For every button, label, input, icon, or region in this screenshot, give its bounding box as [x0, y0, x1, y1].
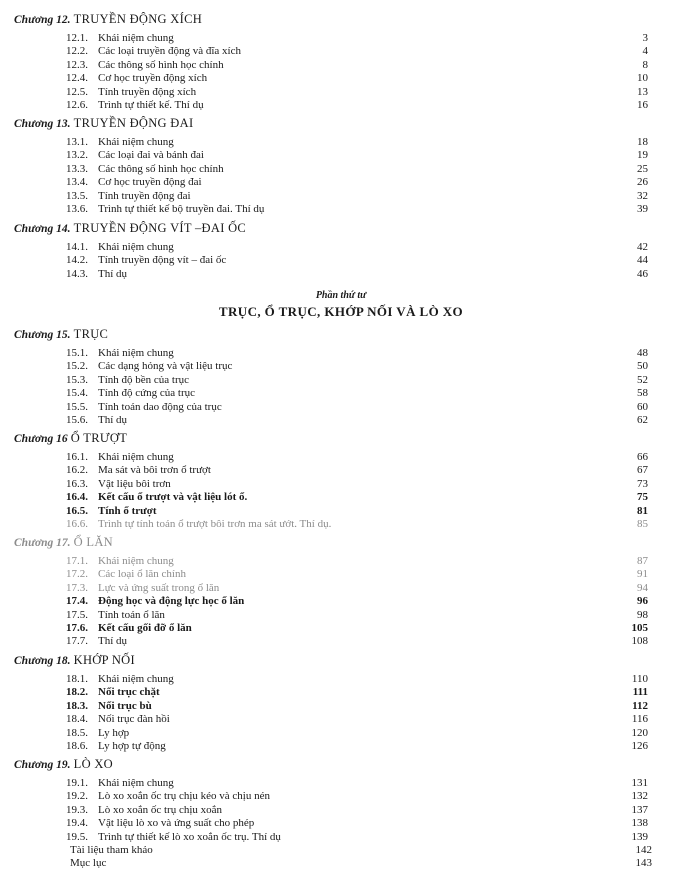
section-title: Khái niệm chung — [98, 451, 174, 463]
section-number: 16.1. — [66, 451, 88, 463]
section-number: 19.4. — [66, 817, 88, 830]
page-number: 94 — [637, 581, 648, 594]
section-title: Tính toán dao động của trục — [98, 400, 222, 413]
page-number: 3 — [642, 32, 648, 44]
chapter-number: Chương 15. — [14, 329, 71, 341]
toc-entry — [66, 804, 648, 817]
toc-entry — [66, 45, 648, 58]
toc-entry — [66, 176, 648, 189]
toc-entry — [66, 149, 648, 162]
toc-entry — [66, 72, 648, 85]
page-number: 91 — [637, 568, 648, 581]
toc-entry — [66, 136, 648, 149]
section-title: Tính truyền động đai — [98, 189, 191, 202]
section-title: Trình tự thiết kế bộ truyền đai. Thí dụ — [98, 203, 265, 215]
page-number: 62 — [637, 414, 648, 426]
toc-entry — [66, 700, 648, 713]
section-title: Tính truyền động vít – đai ốc — [98, 254, 227, 267]
part-label: Phần thứ tư — [315, 290, 367, 301]
section-number: 13.3. — [66, 162, 88, 175]
section-title: Thí dụ — [98, 414, 128, 426]
section-number: 18.3. — [66, 699, 88, 712]
toc-entry — [66, 59, 648, 72]
section-number: 12.4. — [66, 72, 88, 85]
chapter-heading — [14, 116, 193, 131]
page-number: 10 — [637, 72, 648, 85]
section-number: 18.1. — [66, 673, 88, 685]
back-matter-title: Mục lục — [70, 857, 107, 870]
page-number: 58 — [637, 387, 648, 400]
section-title: Nối trục chặt — [98, 686, 160, 699]
section-number: 17.3. — [66, 581, 88, 594]
section-title: Ly hợp tự động — [98, 740, 166, 752]
section-title: Vật liệu bôi trơn — [98, 477, 171, 490]
section-number: 13.1. — [66, 136, 88, 148]
toc-entry — [66, 163, 648, 176]
page-number: 13 — [637, 85, 648, 98]
section-number: 19.5. — [66, 830, 88, 843]
toc-entry — [66, 241, 648, 254]
section-number: 18.5. — [66, 726, 88, 739]
section-title: Kết cấu gối đỡ ổ lăn — [98, 622, 192, 634]
section-number: 16.2. — [66, 464, 88, 477]
page-number: 32 — [637, 189, 648, 202]
toc-entry — [66, 464, 648, 477]
toc-entry — [66, 777, 648, 790]
section-title: Kết cấu ổ trượt và vật liệu lót ổ. — [98, 491, 248, 504]
chapter-number: Chương 19. — [14, 759, 71, 771]
section-title: Khái niệm chung — [98, 555, 174, 567]
section-title: Khái niệm chung — [98, 136, 174, 148]
page-number: 110 — [631, 673, 648, 685]
section-number: 13.5. — [66, 189, 88, 202]
section-title: Nối trục đàn hồi — [98, 713, 170, 726]
toc-entry — [66, 86, 648, 99]
chapter-title: Ổ LĂN — [73, 535, 113, 549]
section-number: 19.3. — [66, 803, 88, 816]
chapter-heading — [14, 535, 113, 550]
chapter-heading — [14, 12, 202, 27]
page-number: 50 — [637, 360, 648, 373]
section-title: Thí dụ — [98, 635, 128, 648]
section-title: Các loại ổ lăn chính — [98, 568, 186, 581]
page-number: 60 — [637, 400, 648, 413]
toc-entry — [66, 582, 648, 595]
section-number: 15.5. — [66, 400, 88, 413]
section-title: Tính ổ trượt — [98, 504, 157, 517]
page-number: 137 — [631, 803, 648, 816]
section-number: 16.4. — [66, 491, 88, 504]
section-title: Động học và động lực học ổ lăn — [98, 595, 245, 608]
page-number: 81 — [637, 504, 648, 517]
section-number: 17.1. — [66, 555, 88, 567]
chapter-heading — [14, 221, 246, 236]
toc-entry — [66, 635, 648, 648]
chapter-title: TRỤC — [73, 327, 109, 341]
back-matter-entry — [70, 857, 652, 870]
section-title: Khái niệm chung — [98, 673, 174, 685]
section-number: 13.6. — [66, 203, 88, 215]
toc-entry — [66, 190, 648, 203]
section-number: 15.1. — [66, 347, 88, 359]
section-number: 15.6. — [66, 414, 88, 426]
section-number: 12.6. — [66, 99, 88, 111]
toc-entry — [66, 518, 648, 531]
page-number: 105 — [631, 622, 648, 634]
section-title: Các loại truyền động và đĩa xích — [98, 45, 241, 58]
section-number: 17.5. — [66, 608, 88, 621]
page-number: 19 — [637, 149, 648, 162]
toc-entry — [66, 491, 648, 504]
section-title: Lò xo xoắn ốc trụ chịu kéo và chịu nén — [98, 790, 270, 803]
page-number: 111 — [632, 686, 648, 699]
page-number: 66 — [637, 451, 648, 463]
toc-entry — [66, 478, 648, 491]
page-number: 48 — [637, 347, 648, 359]
back-matter-entry — [70, 844, 652, 857]
section-number: 15.4. — [66, 387, 88, 400]
section-number: 17.6. — [66, 622, 88, 634]
toc-entry — [66, 686, 648, 699]
section-title: Các thông số hình học chính — [98, 162, 224, 175]
section-title: Vật liệu lò xo và ứng suất cho phép — [98, 817, 255, 830]
section-number: 16.6. — [66, 518, 88, 530]
page-number: 143 — [635, 857, 652, 870]
chapter-title: Ổ TRƯỢT — [70, 431, 128, 445]
chapter-heading — [14, 431, 127, 446]
section-title: Khái niệm chung — [98, 241, 174, 253]
chapter-title: LÒ XO — [73, 757, 113, 771]
page-number: 131 — [631, 777, 648, 789]
section-title: Các loại đai và bánh đai — [98, 149, 204, 162]
chapter-title: TRUYỀN ĐỘNG VÍT –ĐAI ỐC — [73, 221, 247, 235]
chapter-title: TRUYỀN ĐỘNG ĐAI — [73, 116, 194, 130]
chapter-number: Chương 17. — [14, 537, 71, 549]
toc-entry — [66, 254, 648, 267]
section-number: 13.4. — [66, 176, 88, 189]
section-number: 12.5. — [66, 85, 88, 98]
page-number: 85 — [637, 518, 648, 530]
section-title: Cơ học truyền động xích — [98, 72, 208, 85]
page-number: 96 — [637, 595, 648, 608]
toc-entry — [66, 568, 648, 581]
toc-entry — [66, 32, 648, 45]
toc-entry — [66, 268, 648, 281]
toc-entry — [66, 740, 648, 753]
page-number: 75 — [637, 491, 648, 504]
toc-entry — [66, 609, 648, 622]
section-number: 19.1. — [66, 777, 88, 789]
toc-entry — [66, 387, 648, 400]
toc-entry — [66, 374, 648, 387]
section-number: 13.2. — [66, 149, 88, 162]
section-title: Khái niệm chung — [98, 347, 174, 359]
section-title: Tính độ cứng của trục — [98, 387, 195, 400]
page-number: 52 — [637, 373, 648, 386]
section-title: Thí dụ — [98, 267, 128, 280]
page-number: 116 — [631, 713, 648, 726]
page-number: 8 — [642, 58, 648, 71]
section-title: Trình tự thiết kế. Thí dụ — [98, 99, 204, 111]
page-number: 139 — [631, 830, 648, 843]
page-number: 4 — [642, 45, 648, 58]
chapter-title: TRUYỀN ĐỘNG XÍCH — [73, 12, 203, 26]
section-title: Khái niệm chung — [98, 32, 174, 44]
section-title: Cơ học truyền động đai — [98, 176, 202, 189]
page-number: 16 — [637, 99, 648, 111]
page-number: 25 — [637, 162, 648, 175]
toc-entry — [66, 99, 648, 112]
toc-entry — [66, 673, 648, 686]
toc-entry — [66, 713, 648, 726]
section-number: 18.4. — [66, 713, 88, 726]
page-number: 120 — [631, 726, 648, 739]
chapter-heading — [14, 653, 135, 668]
chapter-number: Chương 13. — [14, 118, 71, 130]
toc-entry — [66, 414, 648, 427]
section-title: Tính truyền động xích — [98, 85, 197, 98]
toc-entry — [66, 817, 648, 830]
section-number: 12.3. — [66, 58, 88, 71]
section-number: 15.3. — [66, 373, 88, 386]
page-number: 142 — [635, 844, 652, 856]
page-number: 42 — [637, 241, 648, 253]
section-title: Trình tự tính toán ổ trượt bôi trơn ma sát ướt. Thí dụ. — [98, 518, 332, 530]
page-number: 18 — [637, 136, 648, 148]
page-number: 112 — [632, 699, 648, 712]
section-title: Các dạng hỏng và vật liệu trục — [98, 360, 233, 373]
section-number: 14.3. — [66, 267, 88, 280]
section-number: 14.1. — [66, 241, 88, 253]
toc-entry — [66, 451, 648, 464]
page-number: 98 — [637, 608, 648, 621]
page-number: 87 — [637, 555, 648, 567]
toc-entry — [66, 203, 648, 216]
section-title: Lực và ứng suất trong ổ lăn — [98, 581, 220, 594]
section-title: Khái niệm chung — [98, 777, 174, 789]
chapter-title: KHỚP NỐI — [73, 653, 135, 667]
page-number: 44 — [637, 254, 648, 267]
toc-entry — [66, 831, 648, 844]
section-number: 15.2. — [66, 360, 88, 373]
page-number: 138 — [631, 817, 648, 830]
chapter-number: Chương 14. — [14, 223, 71, 235]
page-number: 39 — [637, 203, 648, 215]
chapter-number: Chương 18. — [14, 655, 71, 667]
back-matter-title: Tài liệu tham khảo — [70, 844, 153, 856]
toc-entry — [66, 790, 648, 803]
chapter-number: Chương 16 — [14, 433, 68, 445]
chapter-heading — [14, 327, 108, 342]
section-number: 17.2. — [66, 568, 88, 581]
section-title: Nối trục bù — [98, 699, 152, 712]
section-title: Tính độ bền của trục — [98, 373, 190, 386]
chapter-number: Chương 12. — [14, 14, 71, 26]
page-number: 26 — [637, 176, 648, 189]
toc-entry — [66, 505, 648, 518]
section-number: 17.4. — [66, 595, 88, 608]
page-number: 126 — [631, 740, 648, 752]
section-title: Lò xo xoắn ốc trụ chịu xoắn — [98, 803, 223, 816]
page-number: 46 — [637, 267, 648, 280]
toc-entry — [66, 622, 648, 635]
toc-entry — [66, 555, 648, 568]
section-number: 17.7. — [66, 635, 88, 648]
section-number: 18.6. — [66, 740, 88, 752]
toc-entry — [66, 360, 648, 373]
section-number: 16.5. — [66, 504, 88, 517]
page-number: 73 — [637, 477, 648, 490]
toc-entry — [66, 347, 648, 360]
section-title: Ma sát và bôi trơn ổ trượt — [98, 464, 211, 477]
section-number: 18.2. — [66, 686, 88, 699]
section-title: Các thông số hình học chính — [98, 58, 224, 71]
section-number: 19.2. — [66, 790, 88, 803]
section-number: 14.2. — [66, 254, 88, 267]
toc-entry — [66, 401, 648, 414]
section-number: 12.1. — [66, 32, 88, 44]
section-title: Trình tự thiết kế lò xo xoắn ốc trụ. Thí dụ — [98, 830, 281, 843]
section-number: 12.2. — [66, 45, 88, 58]
chapter-heading — [14, 757, 113, 772]
page-number: 108 — [631, 635, 648, 648]
page-number: 67 — [637, 464, 648, 477]
section-title: Tính toán ổ lăn — [98, 608, 165, 621]
toc-entry — [66, 595, 648, 608]
section-number: 16.3. — [66, 477, 88, 490]
toc-entry — [66, 727, 648, 740]
section-title: Ly hợp — [98, 726, 130, 739]
part-title: TRỤC, Ổ TRỤC, KHỚP NỐI VÀ LÒ XO — [218, 304, 464, 319]
page-number: 132 — [631, 790, 648, 803]
